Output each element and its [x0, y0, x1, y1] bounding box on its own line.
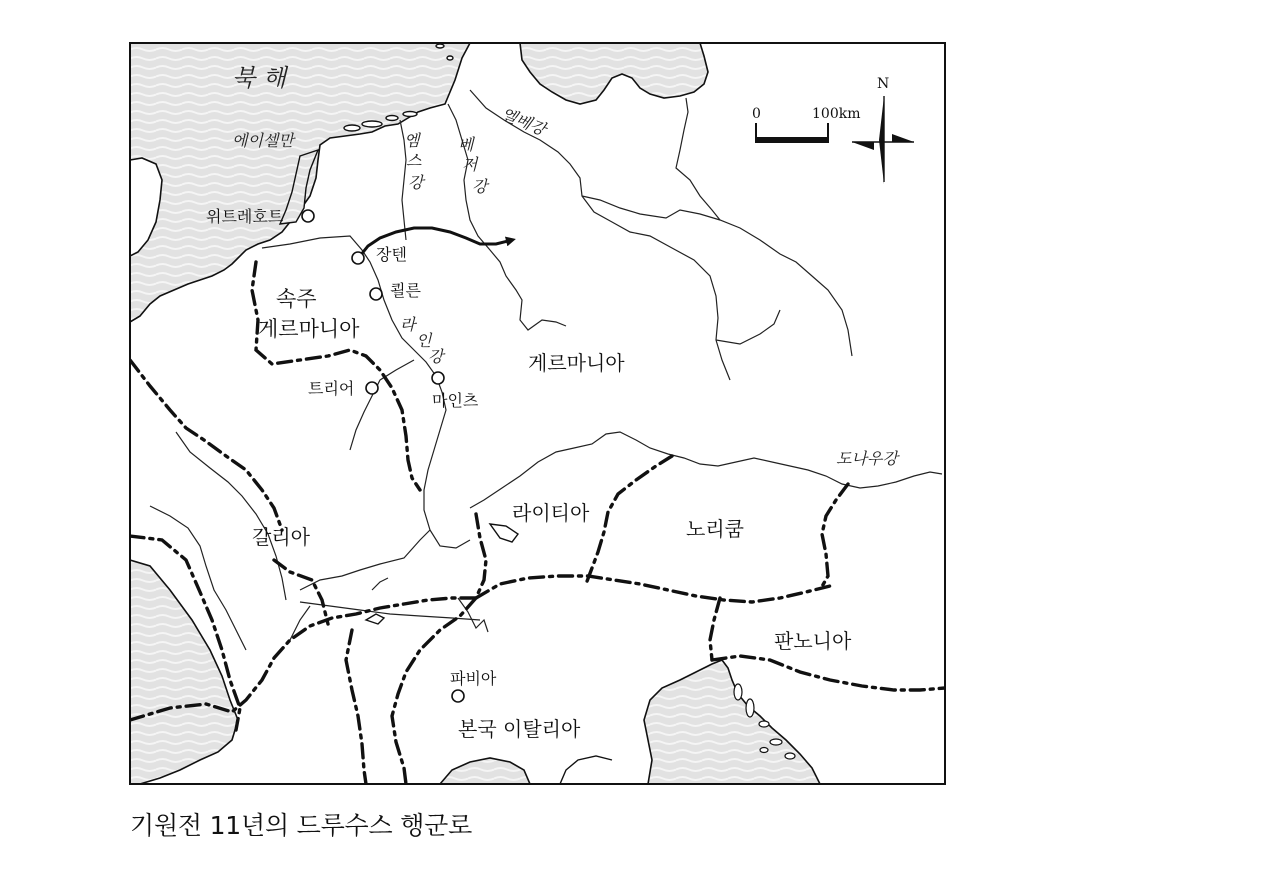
raetia-label: 라이티아: [512, 501, 590, 525]
scale-zero-label: 0: [752, 106, 761, 122]
italia-label: 본국 이탈리아: [458, 717, 581, 741]
trier-marker: [366, 382, 378, 394]
weser-char-3: 강: [472, 177, 488, 196]
ems-char-3: 강: [408, 173, 424, 192]
cologne-label: 쾰른: [390, 281, 421, 300]
weser-char-1: 베: [458, 135, 474, 154]
mainz-label: 마인츠: [432, 391, 479, 410]
pannonia-label: 판노니아: [774, 629, 852, 653]
pavia-marker: [452, 690, 464, 702]
utrecht-label: 위트레호트: [206, 207, 284, 226]
rhine-char-3: 강: [428, 347, 444, 366]
cologne-marker: [370, 288, 382, 300]
mainz-marker: [432, 372, 444, 384]
rhine-char-1: 라: [400, 315, 416, 334]
compass-north-label: N: [877, 76, 890, 92]
germania-label: 게르마니아: [528, 351, 625, 375]
rhine-char-2: 인: [416, 331, 432, 350]
xanten-label: 장텐: [376, 245, 407, 264]
germania-inferior-label-1: 속주: [276, 287, 317, 311]
pavia-label: 파비아: [450, 669, 497, 688]
weser-char-2: 저: [462, 155, 478, 174]
trier-label: 트리어: [308, 379, 355, 398]
danube-label: 도나우강: [836, 449, 898, 468]
ems-char-1: 엠: [404, 131, 420, 150]
map-caption: 기원전 11년의 드루수스 행군로: [130, 811, 473, 840]
utrecht-marker: [302, 210, 314, 222]
elbe-label: 엘베강: [498, 104, 549, 140]
north-sea-label: 북 해: [232, 64, 286, 92]
ems-char-2: 스: [406, 151, 422, 170]
xanten-marker: [352, 252, 364, 264]
noricum-label: 노리쿰: [686, 517, 744, 541]
scale-distance-label: 100km: [812, 106, 861, 122]
ijssel-bay-label: 에이셀만: [232, 131, 294, 150]
germania-inferior-label-2: 게르마니아: [258, 317, 360, 341]
gallia-label: 갈리아: [252, 525, 310, 549]
